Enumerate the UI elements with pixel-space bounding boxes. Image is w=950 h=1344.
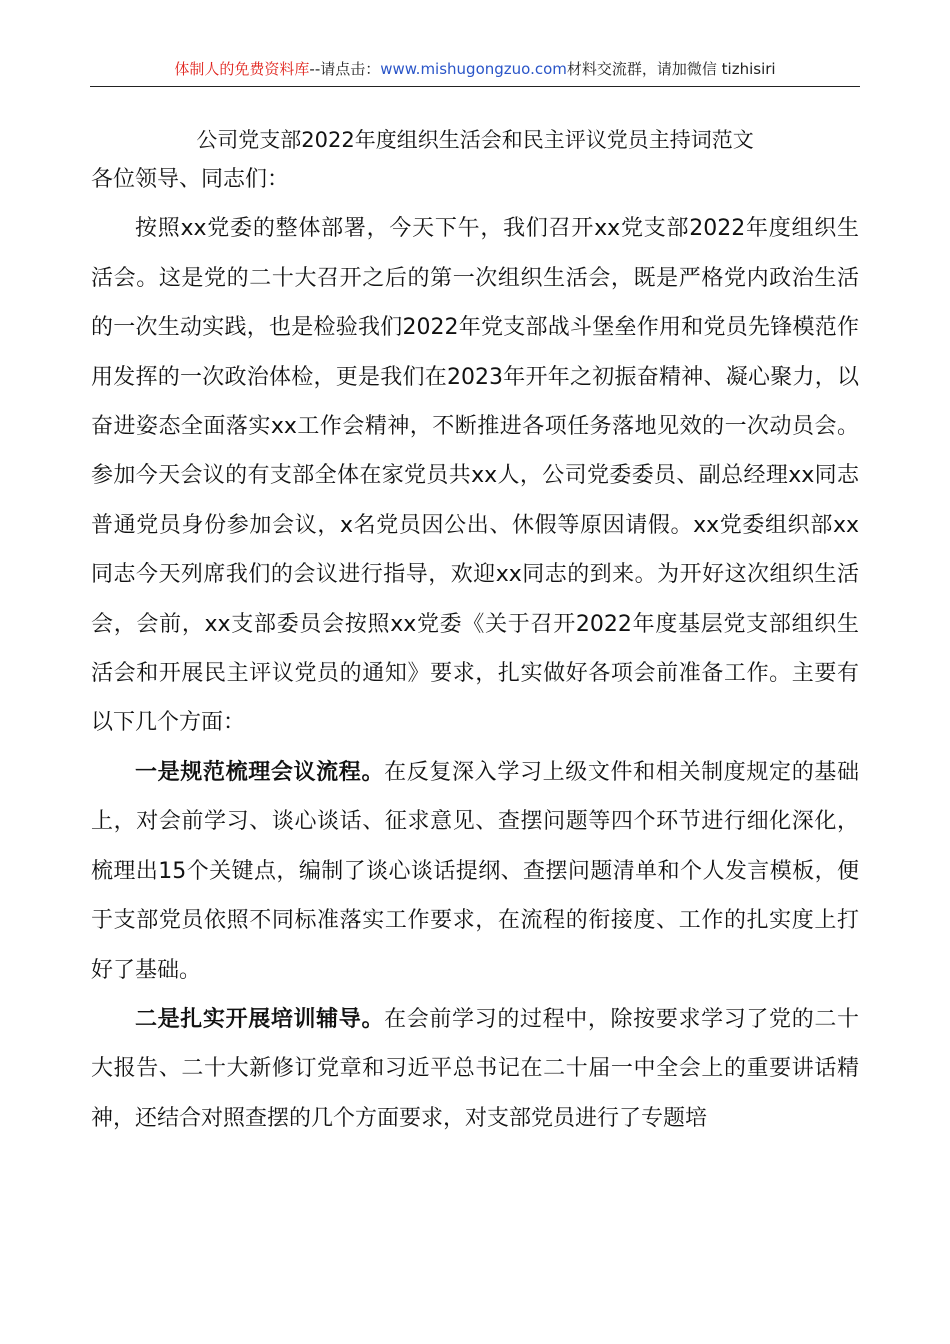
point-1-body: 在反复深入学习上级文件和相关制度规定的基础上，对会前学习、谈心谈话、征求意见、查摆问题等四个环节进行细化深化，梳理出15个关键点，编制了谈心谈话提纲、查摆问题清单和个人发言模板，便于支部党员依照不同标准落实工作要求，在流程的衔接度、工作的扎实度上打好了基础。	[91, 759, 859, 983]
document-body	[91, 155, 859, 1143]
header-note: 材料交流群，请加微信 tizhisiri	[566, 60, 776, 78]
header-prompt: --请点击：	[309, 60, 381, 78]
greeting: 各位领导、同志们：	[91, 167, 290, 192]
page-header	[90, 56, 860, 87]
paragraph-point-1	[91, 748, 859, 995]
paragraph-intro: 按照xx党委的整体部署，今天下午，我们召开xx党支部2022年度组织生活会。这是党的二十大召开之后的第一次组织生活会，既是严格党内政治生活的一次生动实践，也是检验我们2022年党支部战斗堡垒作用和党员先锋模范作用发挥的一次政治体检，更是我们在2023年开年之初振奋精神、凝心聚力，以奋进姿态全面落实xx工作会精神，不断推进各项任务落地见效的一次动员会。参加今天会议的有支部全体在家党员共xx人，公司党委委员、副总经理xx同志普通党员身份参加会议，x名党员因公出、休假等原因请假。xx党委组织部xx同志今天列席我们的会议进行指导，欢迎xx同志的到来。为开好这次组织生活会，会前，xx支部委员会按照xx党委《关于召开2022年度基层党支部组织生活会和开展民主评议党员的通知》要求，扎实做好各项会前准备工作。主要有以下几个方面：	[91, 216, 859, 736]
point-1-heading: 一是规范梳理会议流程。	[135, 759, 385, 785]
header-url-link[interactable]: www.mishugongzuo.com	[380, 60, 567, 78]
point-2-body: 在会前学习的过程中，除按要求学习了党的二十大报告、二十大新修订党章和习近平总书记在二十届一中全会上的重要讲话精神，还结合对照查摆的几个方面要求，对支部党员进行了专题培	[91, 1006, 859, 1131]
paragraph-point-2	[91, 995, 859, 1143]
point-2-heading: 二是扎实开展培训辅导。	[135, 1006, 385, 1032]
document-title: 公司党支部2022年度组织生活会和民主评议党员主持词范文	[196, 128, 754, 152]
header-brand: 体制人的免费资料库	[174, 60, 310, 78]
